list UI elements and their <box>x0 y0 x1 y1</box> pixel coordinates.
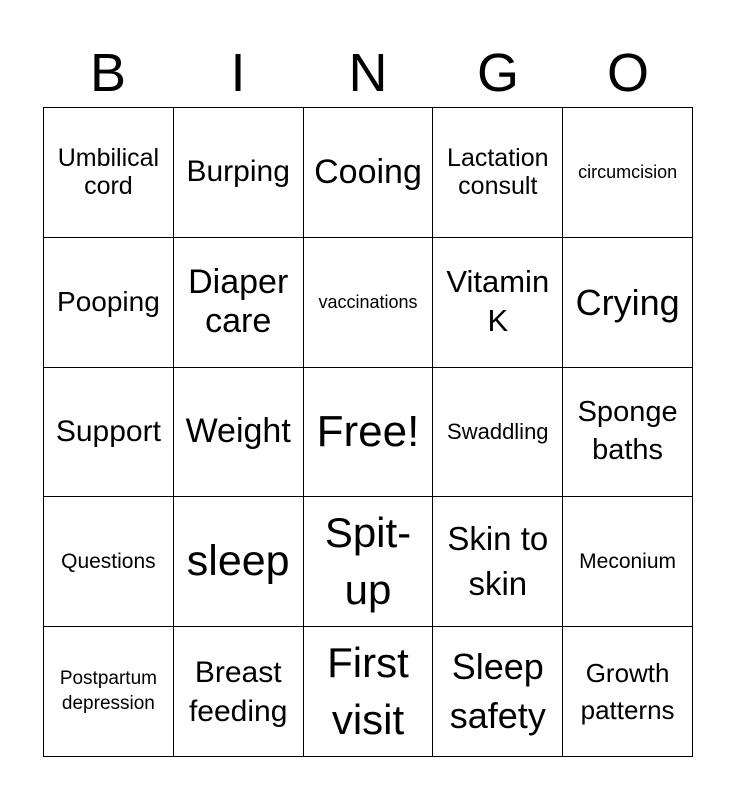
bingo-board <box>43 107 693 757</box>
cell-text: vaccinations <box>318 291 418 312</box>
cell-text: Skin to skin <box>447 520 549 602</box>
header-letter-i: I <box>230 43 246 103</box>
bingo-header <box>43 40 693 106</box>
bingo-cell-r5c2[interactable] <box>174 627 304 757</box>
bingo-cell-r1c1[interactable] <box>44 108 174 238</box>
cell-text: circumcision <box>578 162 678 183</box>
bingo-cell-r4c3[interactable] <box>304 497 434 627</box>
cell-text: Support <box>55 414 161 448</box>
bingo-cell-r4c5[interactable] <box>563 497 693 627</box>
header-letter-n: N <box>348 43 388 103</box>
cell-text: Burping <box>186 155 290 189</box>
cell-text: Umbilical cord <box>57 143 160 201</box>
bingo-cell-r1c3[interactable] <box>304 108 434 238</box>
header-letter-o: O <box>606 43 649 103</box>
bingo-cell-r3c5[interactable] <box>563 368 693 498</box>
bingo-cell-r3c1[interactable] <box>44 368 174 498</box>
cell-text: Sleep safety <box>449 646 546 736</box>
cell-text: Vitamin K <box>446 264 550 339</box>
cell-text: Questions <box>61 549 156 573</box>
cell-text: sleep <box>186 537 290 586</box>
cell-text: Swaddling <box>447 419 549 445</box>
cell-text: Meconium <box>579 549 677 573</box>
cell-text: Breast feeding <box>188 655 288 728</box>
bingo-cell-r3c3[interactable] <box>304 368 434 498</box>
cell-text: First visit <box>327 638 409 743</box>
bingo-cell-r3c4[interactable] <box>433 368 563 498</box>
cell-text: Weight <box>185 412 291 451</box>
cell-text: Crying <box>575 281 680 323</box>
header-letter-g: G <box>476 43 519 103</box>
bingo-cell-r2c3[interactable] <box>304 238 434 368</box>
cell-text: Spit-up <box>324 509 412 613</box>
bingo-cell-r4c1[interactable] <box>44 497 174 627</box>
cell-text: Diaper care <box>188 263 289 341</box>
bingo-cell-r4c4[interactable] <box>433 497 563 627</box>
cell-text: Lactation consult <box>447 143 549 201</box>
bingo-cell-r5c4[interactable] <box>433 627 563 757</box>
bingo-cell-r4c2[interactable] <box>174 497 304 627</box>
bingo-cell-r5c1[interactable] <box>44 627 174 757</box>
bingo-cell-r2c1[interactable] <box>44 238 174 368</box>
cell-text: Postpartum depression <box>59 667 157 714</box>
bingo-cell-r2c2[interactable] <box>174 238 304 368</box>
bingo-cell-r5c5[interactable] <box>563 627 693 757</box>
bingo-cell-r3c2[interactable] <box>174 368 304 498</box>
cell-text: Pooping <box>57 286 160 318</box>
cell-text: Free! <box>316 406 420 456</box>
header-letter-b: B <box>89 43 127 103</box>
bingo-cell-r5c3[interactable] <box>304 627 434 757</box>
cell-text: Growth patterns <box>580 658 675 725</box>
bingo-cell-r1c5[interactable] <box>563 108 693 238</box>
cell-text: Cooing <box>314 152 422 191</box>
bingo-cell-r1c4[interactable] <box>433 108 563 238</box>
bingo-cell-r1c2[interactable] <box>174 108 304 238</box>
cell-text: Sponge baths <box>577 396 678 466</box>
bingo-cell-r2c4[interactable] <box>433 238 563 368</box>
bingo-cell-r2c5[interactable] <box>563 238 693 368</box>
